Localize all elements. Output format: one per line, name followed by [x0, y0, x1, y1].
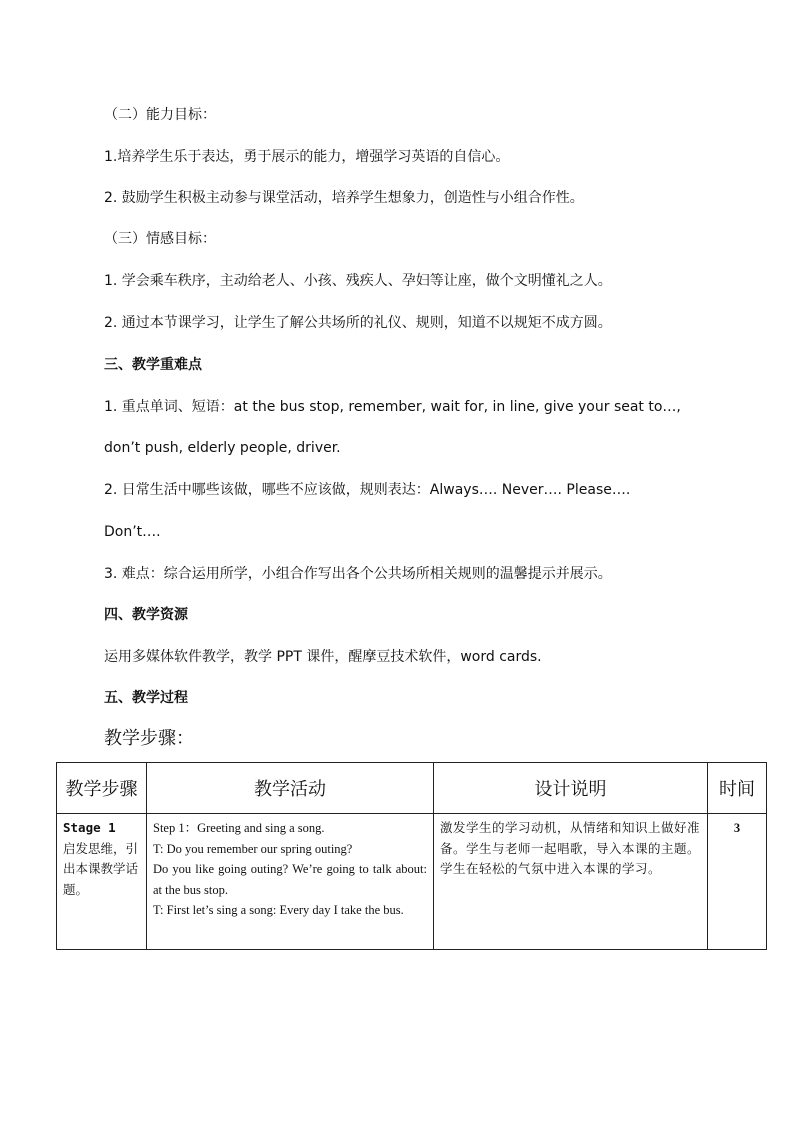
table-header-row	[57, 763, 767, 814]
section-heading-resources: 四、教学资源	[104, 607, 188, 623]
header-activities: 教学活动	[147, 763, 434, 814]
paragraph-resources: 运用多媒体软件教学，教学 PPT 课件，醒摩豆技术软件，word cards.	[104, 649, 542, 665]
paragraph-rules-1: 2. 日常生活中哪些该做，哪些不应该做，规则表达：Always…. Never…. Please….	[104, 482, 631, 498]
paragraph-emotion-goal-2: 2. 通过本节课学习，让学生了解公共场所的礼仪、规则，知道不以规矩不成方圆。	[104, 315, 612, 331]
paragraph-ability-goals-heading: （二）能力目标：	[104, 107, 216, 123]
stage-description: 启发思维，引出本课教学话题。	[63, 840, 139, 897]
table-row	[57, 814, 767, 950]
activity-line: T: First let’s sing a song: Every day I take the bus.	[153, 903, 404, 917]
activity-cell	[147, 814, 434, 950]
paragraph-emotion-goals-heading: （三）情感目标：	[104, 231, 216, 247]
steps-heading: 教学步骤：	[104, 728, 194, 749]
activity-line: T: Do you remember our spring outing?	[153, 841, 353, 856]
header-time: 时间	[708, 763, 767, 814]
paragraph-rules-2: Don’t….	[104, 524, 161, 540]
section-heading-process: 五、教学过程	[104, 690, 188, 706]
paragraph-ability-goal-2: 2. 鼓励学生积极主动参与课堂活动，培养学生想象力，创造性与小组合作性。	[104, 190, 584, 206]
section-heading-key-points: 三、教学重难点	[104, 357, 202, 373]
paragraph-difficulty: 3. 难点：综合运用所学，小组合作写出各个公共场所相关规则的温馨提示并展示。	[104, 566, 612, 582]
stage-cell	[57, 814, 147, 950]
paragraph-ability-goal-1: 1.培养学生乐于表达，勇于展示的能力，增强学习英语的自信心。	[104, 149, 510, 165]
paragraph-key-words-2: don’t push, elderly people, driver.	[104, 440, 341, 456]
header-steps: 教学步骤	[57, 763, 147, 814]
lesson-plan-table	[56, 762, 767, 950]
paragraph-emotion-goal-1: 1. 学会乘车秩序，主动给老人、小孩、残疾人、孕妇等让座，做个文明懂礼之人。	[104, 273, 612, 289]
paragraph-key-words-1: 1. 重点单词、短语：at the bus stop, remember, wait for, in line, give your seat to…,	[104, 399, 681, 415]
design-note-cell: 激发学生的学习动机，从情绪和知识上做好准备。学生与老师一起唱歌，导入本课的主题。学生在轻松的气氛中进入本课的学习。	[434, 814, 708, 950]
time-cell: 3	[708, 814, 767, 950]
stage-label: Stage 1	[63, 820, 116, 835]
header-design-notes: 设计说明	[434, 763, 708, 814]
activity-line: Step 1：Greeting and sing a song.	[153, 821, 325, 835]
activity-line: Do you like going outing? We’re going to talk about: at the bus stop.	[153, 862, 427, 897]
